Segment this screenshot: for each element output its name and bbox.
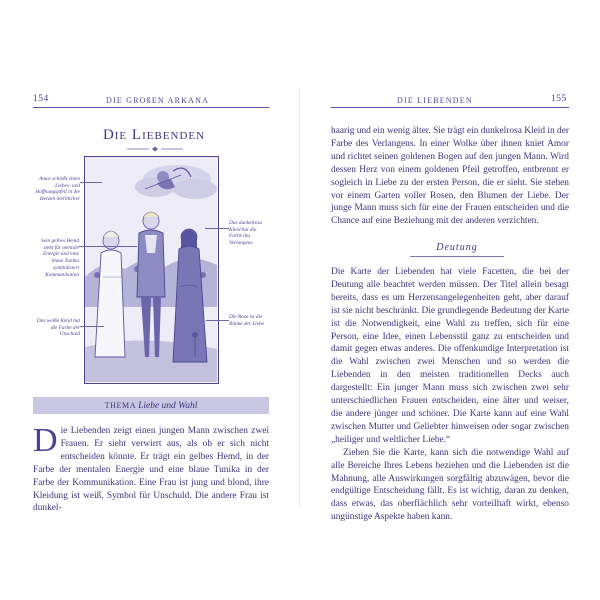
right-page-number: 155 <box>551 94 567 104</box>
right-header-rule <box>331 107 569 108</box>
thema-bar <box>33 397 269 414</box>
leader-line-amor <box>80 182 102 183</box>
right-paragraph-2: Die Karte der Liebenden hat viele Facetten, die bei der Deutung alle beachtet werden müssen. Der Titel allein besagt bereits, dass es um Herzensangelegenheiten geht, aber darauf ist sie nicht beschränkt. Die grundlegende Bedeutung der Karte ist die Notwendigkeit, eine Wahl zu treffen, sich für eine Person, eine Idee, einen Lebensstil ganz zu entscheiden und damit gegen etwas anderes. Die offenkundige Interpretation ist die Wahl zwischen zwei Menschen und so werden die Liebenden in den meisten traditionellen Decks auch dargestellt: Ein junger Mann muss sich zwischen zwei sehr unterschiedlichen Frauen entscheiden, eine älter und weiser, die andere jünger und schöner. Die Karte kann auf eine Wahl zwischen Mutter und Geliebter hinweisen oder sogar zwischen „heiliger und weltlicher Liebe.“ <box>331 267 569 445</box>
thema-value: Liebe und Wahl <box>138 401 198 411</box>
card-illustration <box>84 156 219 384</box>
thema-label: THEMA <box>104 401 137 410</box>
left-page-number: 154 <box>33 94 49 104</box>
right-body-top <box>331 125 569 228</box>
right-running-title: DIE LIEBENDEN <box>397 96 473 105</box>
title-ornament <box>125 146 185 152</box>
caption-rose: Die Rose ist die Blume der Liebe <box>229 314 265 327</box>
right-paragraph-1: haarig und ein wenig älter. Sie trägt ein dunkelrosa Kleid in der Farbe des Verlangens. In einer Wolke über ihnen kniet Amor und richtet seinen goldenen Bogen auf den jungen Mann. Wird dessen Herz von einem goldenen Pfeil getroffen, entbrennt er sogleich in Liebe zu der ersten Person, die er sieht. Sie stehen vor einem Garten voller Rosen, den Blumen der Liebe. Der junge Mann muss sich für eine der Frauen entscheiden und die Chance auf eine Beziehung mit der anderen verzichten. <box>331 126 569 227</box>
caption-weiss: Das weiße Kleid hat die Farbe der Unschuld <box>36 318 80 338</box>
leader-line-hemd <box>79 246 137 247</box>
deutung-underline <box>410 256 504 257</box>
card-title: Die Liebenden <box>102 127 206 143</box>
right-paragraph-3: Ziehen Sie die Karte, kann sich die notwendige Wahl auf alle Bereiche Ihres Lebens beziehen und die Liebenden ist die Mahnung, alle Auswirkungen sorgfältig abzuwägen, bevor die endgültige Entscheidung fällt. Es ist wichtig, daran zu denken, dass etwas, das oberflächlich sehr vorteilhaft wirkt, ebenso ungünstige Aspekte haben kann. <box>331 447 569 523</box>
gutter-shadow <box>299 88 300 508</box>
left-body-text <box>33 422 269 515</box>
caption-hemd: Sein gelbes Hemd steht für mentale Energie und eine blaue Tunika symbolisiert Kommunikation <box>41 238 79 278</box>
left-running-title: DIE GROßEN ARKANA <box>106 96 210 105</box>
caption-amor: Amor schießt einen Liebes- und Hoffnungspfeil in die Herzen Sterblicher <box>35 176 80 203</box>
leader-line-weiss <box>80 326 104 327</box>
leader-line-rosa <box>205 228 229 229</box>
left-body-paragraph: ie Liebenden zeigt einen jungen Mann zwischen zwei Frauen. Er sieht verwirrt aus, als ob er sich nicht entscheiden könnte. Er trägt ein gelbes Hemd, in der Farbe der mentalen Energie und eine blaue Tunika in der Farbe der Kommunikation. Eine Frau ist jung und blond, ihre Kleidung ist weiß, Symbol für Unschuld. Die andere Frau ist dunkel- <box>33 426 269 514</box>
drop-cap: D <box>33 422 58 459</box>
lovers-card-art <box>85 157 217 382</box>
right-body-bottom <box>331 266 569 524</box>
section-heading-deutung: Deutung <box>436 242 478 253</box>
left-header-rule <box>33 107 269 108</box>
caption-rosa: Das dunkelrosa Kleid hat die Farbe des Verlangens <box>229 220 263 247</box>
leader-line-rose <box>206 320 229 321</box>
